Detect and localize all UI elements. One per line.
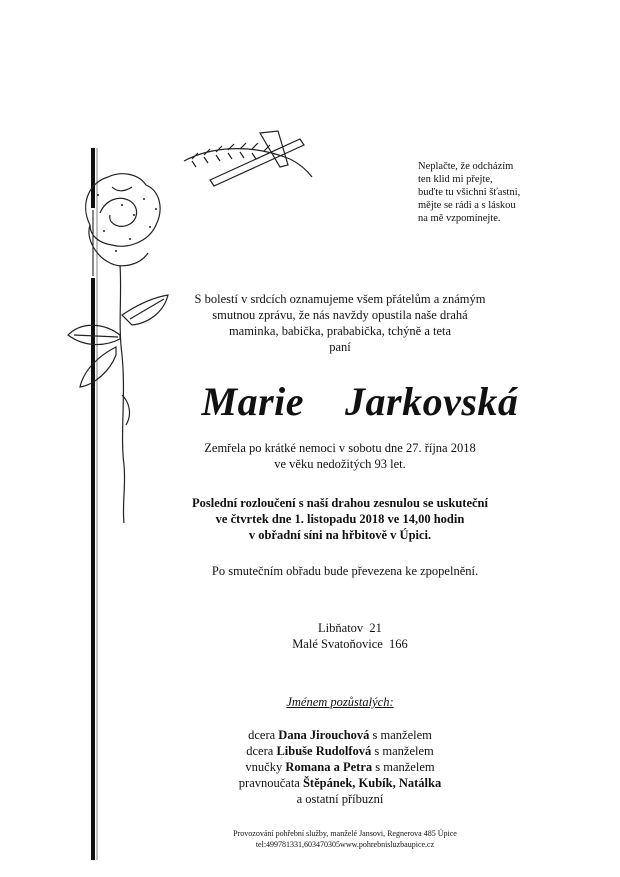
death-info-line: Zemřela po krátké nemoci v sobotu dne 27. října 2018 (204, 441, 476, 455)
mourner-name: Dana Jirouchová (278, 728, 370, 742)
mourner-suffix: s manželem (369, 728, 432, 742)
mourner-suffix: s manželem (371, 744, 434, 758)
mourner-row (190, 759, 490, 775)
mourner-name: Libuše Rudolfová (276, 744, 372, 758)
death-info (180, 440, 500, 472)
poem-line: ten klid mi přejte, (418, 174, 493, 185)
poem-block (418, 160, 548, 225)
funeral-info (170, 495, 510, 543)
funeral-line: v obřadní síni na hřbitově v Úpici. (248, 528, 432, 542)
poem-line: mějte se rádi a s láskou (418, 200, 516, 211)
mourner-suffix: s manželem (372, 760, 435, 774)
cremation-note: Po smutečním obřadu bude převezena ke zpopelnění. (211, 564, 479, 578)
mourner-relation: a ostatní příbuzní (296, 792, 384, 806)
deceased-name: Marie Jarkovská (201, 379, 519, 424)
address-line: Malé Svatoňovice 166 (292, 637, 408, 651)
announcement-line: smutnou zprávu, že nás navždy opustila naše drahá (212, 308, 468, 322)
mourner-row (190, 743, 490, 759)
mourner-relation: dcera (246, 744, 277, 758)
poem-line: na mě vzpomínejte. (418, 213, 501, 224)
announcement-line: maminka, babička, prababička, tchýně a teta (228, 324, 452, 338)
address-block (250, 620, 450, 652)
mourner-name: Štěpánek, Kubík, Natálka (302, 776, 442, 790)
mourner-relation: vnučky (245, 760, 286, 774)
poem-line: buďte tu všichni šťastni, (418, 187, 521, 198)
announcement-line: S bolestí v srdcích oznamujeme všem přátelům a známým (194, 292, 486, 306)
death-info-line: ve věku nedožitých 93 let. (274, 457, 406, 471)
mourners-heading: Jménem pozůstalých: (286, 695, 394, 709)
rose-icon (60, 165, 180, 530)
mourner-name: Romana a Petra (285, 760, 373, 774)
footer-company: Provozování pohřební služby, manželé Jansovi, Regnerova 485 Úpice (233, 829, 457, 838)
mourner-row (190, 791, 490, 807)
funeral-line: ve čtvrtek dne 1. listopadu 2018 ve 14,00 hodin (215, 512, 465, 526)
poem-line: Neplačte, že odcházím (418, 161, 514, 172)
footer (190, 828, 500, 850)
footer-contact: tel:499781331,603470305www.pohrebnisluzbaupice.cz (255, 840, 435, 849)
mourners-list (190, 727, 490, 807)
funeral-line: Poslední rozloučení s naší drahou zesnulou se uskuteční (191, 496, 488, 510)
mourner-relation: dcera (248, 728, 279, 742)
address-line: Libňatov 21 (318, 621, 382, 635)
mourner-row (190, 775, 490, 791)
announcement-line: paní (329, 340, 351, 354)
announcement-text (180, 291, 500, 355)
mourner-row (190, 727, 490, 743)
mourner-relation: pravnoučata (238, 776, 303, 790)
cross-palm-icon (180, 125, 320, 187)
